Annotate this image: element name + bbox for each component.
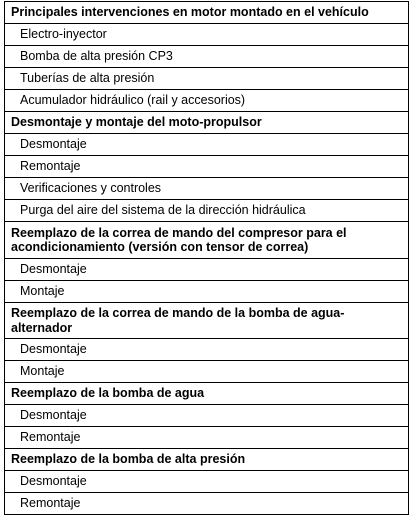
procedure-row (5, 68, 409, 90)
section-header-row (5, 383, 409, 405)
procedure-row (5, 24, 409, 46)
procedure-row (5, 90, 409, 112)
procedure-row (5, 134, 409, 156)
procedure-row (5, 259, 409, 281)
section-header-row (5, 449, 409, 471)
procedure-row (5, 361, 409, 383)
procedure-table (4, 1, 409, 515)
procedure-label: Remontaje (5, 427, 409, 449)
section-title: Principales intervenciones en motor montado en el vehículo (5, 2, 409, 24)
section-header-row (5, 222, 409, 259)
procedure-row (5, 427, 409, 449)
section-header-row (5, 2, 409, 24)
procedure-label: Desmontaje (5, 134, 409, 156)
procedure-label: Bomba de alta presión CP3 (5, 46, 409, 68)
procedure-label: Acumulador hidráulico (rail y accesorios) (5, 90, 409, 112)
procedure-row (5, 405, 409, 427)
procedure-label: Desmontaje (5, 339, 409, 361)
procedure-label: Remontaje (5, 493, 409, 515)
section-header-row (5, 112, 409, 134)
procedure-label: Electro-inyector (5, 24, 409, 46)
procedure-row (5, 281, 409, 303)
procedure-label: Purga del aire del sistema de la dirección hidráulica (5, 200, 409, 222)
procedure-label: Montaje (5, 361, 409, 383)
procedure-label: Remontaje (5, 156, 409, 178)
procedure-row (5, 339, 409, 361)
procedure-row (5, 493, 409, 515)
section-title: Reemplazo de la bomba de agua (5, 383, 409, 405)
section-title: Reemplazo de la correa de mando de la bomba de agua-alternador (5, 303, 409, 339)
procedure-row (5, 156, 409, 178)
procedure-label: Montaje (5, 281, 409, 303)
section-header-row (5, 303, 409, 339)
procedure-label: Tuberías de alta presión (5, 68, 409, 90)
procedure-label: Desmontaje (5, 405, 409, 427)
procedure-row (5, 200, 409, 222)
procedure-label: Verificaciones y controles (5, 178, 409, 200)
procedure-row (5, 178, 409, 200)
procedure-row (5, 46, 409, 68)
procedure-row (5, 471, 409, 493)
section-title: Reemplazo de la correa de mando del compresor para el acondicionamiento (versión con tensor de correa) (5, 222, 409, 259)
procedure-label: Desmontaje (5, 471, 409, 493)
section-title: Desmontaje y montaje del moto-propulsor (5, 112, 409, 134)
section-title: Reemplazo de la bomba de alta presión (5, 449, 409, 471)
procedure-label: Desmontaje (5, 259, 409, 281)
